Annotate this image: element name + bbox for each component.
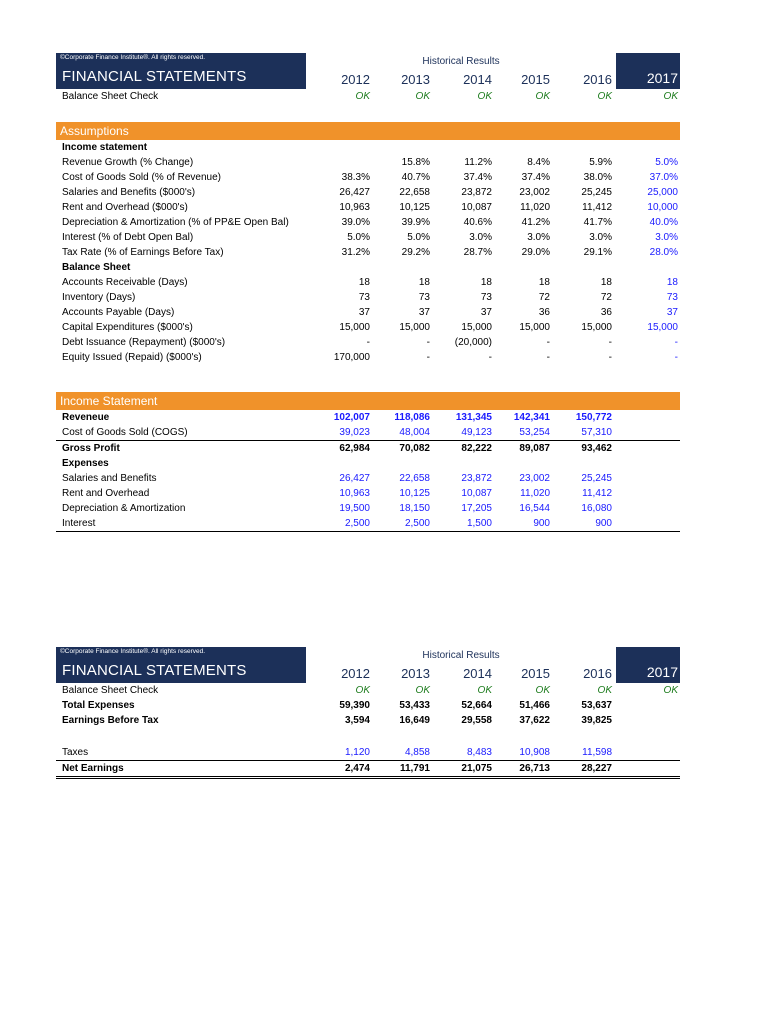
cell-value: 25,000 [647,187,678,198]
cell-value: - [366,337,370,348]
table-row: Salaries and Benefits 26,427 22,658 23,872 23,002 25,245 [62,473,612,484]
cell-value: - [608,337,612,348]
projection-year-header: 2017 [646,70,678,86]
total-expenses-value: 59,390 [339,700,370,711]
cell-value: 23,002 [519,187,550,198]
cell-value: 37 [480,307,492,318]
cell-value: 73 [666,292,678,303]
cogs-value: 53,254 [519,427,550,438]
cell-value: 15,000 [647,322,678,333]
cell-value: 41.2% [521,217,550,228]
cell-value: - [488,352,492,363]
cell-value: 10,087 [461,202,492,213]
table-row: Depreciation & Amortization 19,500 18,150 17,205 16,544 16,080 [62,503,612,514]
taxes-value: 8,483 [466,747,492,758]
cell-value: 15,000 [581,322,612,333]
historical-results-label: Historical Results [422,650,500,661]
cell-value: 5.0% [407,232,430,243]
taxes-value: 1,120 [344,747,370,758]
cell-value: 37 [418,307,430,318]
ebt-value: 16,649 [399,715,430,726]
cell-value: 2,500 [344,518,370,529]
cell-value: 37 [666,307,678,318]
year-header: 2015 [521,666,550,681]
table-row: Interest 2,500 2,500 1,500 900 900 [62,518,612,529]
check-value: OK [477,685,492,696]
ebt-value: 3,594 [344,715,370,726]
year-header: 2013 [401,666,430,681]
cell-value: 40.6% [463,217,492,228]
cell-value: (20,000) [454,337,492,348]
cell-value: 10,963 [339,202,370,213]
ebt-value: 37,622 [519,715,550,726]
cell-value: 11.2% [464,157,492,168]
cell-value: 900 [533,518,550,529]
financial-sheet-page-2 [56,647,680,779]
year-header: 2016 [583,72,612,87]
table-row: Rent and Overhead ($000's) 10,963 10,125 10,087 11,020 11,412 10,000 [62,202,678,213]
revenue-value: 102,007 [333,412,370,423]
gross-profit-row: Gross Profit 62,984 70,082 82,222 89,087 93,462 [62,443,612,454]
cell-value: 10,125 [399,488,430,499]
net-earnings-row: Net Earnings 2,474 11,791 21,075 26,713 28,227 [56,761,680,779]
net-earnings-value: 21,075 [461,763,492,774]
cell-value: 25,245 [581,187,612,198]
gross-profit-value: 70,082 [399,443,430,454]
cell-value: 3.0% [589,232,612,243]
financial-sheet-page-1 [56,53,680,532]
year-header: 2015 [521,72,550,87]
cogs-row: Cost of Goods Sold (COGS) 39,023 48,004 49,123 53,254 57,310 [56,425,680,441]
cell-value: 37.0% [649,172,678,183]
cell-value: 16,080 [581,503,612,514]
cell-value: 23,002 [519,473,550,484]
cell-value: 41.7% [583,217,612,228]
cell-value: 25,245 [581,473,612,484]
cell-value: 29.0% [521,247,550,258]
total-expenses-row: Total Expenses 59,390 53,433 52,664 51,466 53,637 [62,700,612,711]
table-row: Rent and Overhead 10,963 10,125 10,087 11,020 11,412 [62,488,612,499]
year-header: 2013 [401,72,430,87]
cell-value: 26,427 [339,187,370,198]
income-statement-section-header: Income Statement [56,392,680,410]
cell-value: 18 [418,277,430,288]
cell-value: 28.0% [649,247,678,258]
sheet-header [56,647,680,683]
net-earnings-value: 28,227 [581,763,612,774]
subheading: Balance Sheet [62,262,131,273]
cell-value: 40.0% [649,217,678,228]
year-header: 2012 [341,72,370,87]
table-row: Revenue Growth (% Change) 15.8% 11.2% 8.4% 5.9% 5.0% [62,157,678,168]
cell-value: 40.7% [401,172,430,183]
assumptions-section-header: Assumptions [56,122,680,140]
check-value: OK [415,91,430,102]
table-row: Accounts Receivable (Days) 18 18 18 18 18 18 [62,277,678,288]
subheading: Expenses [62,458,109,469]
cell-value: - [608,352,612,363]
gross-profit-value: 89,087 [519,443,550,454]
ebt-value: 39,825 [581,715,612,726]
historical-results-label: Historical Results [422,56,500,67]
gross-profit-value: 62,984 [339,443,370,454]
cell-value: 1,500 [466,518,492,529]
cell-value: - [674,352,678,363]
sheet-title: FINANCIAL STATEMENTS [62,68,247,85]
cell-value: 18 [358,277,370,288]
cogs-value: 39,023 [339,427,370,438]
subheading: Income statement [62,142,148,153]
cell-value: 26,427 [339,473,370,484]
revenue-row: Reveneue 102,007 118,086 131,345 142,341 150,772 [62,412,612,423]
cell-value: 170,000 [333,352,370,363]
gross-profit-value: 82,222 [461,443,492,454]
ebt-value: 29,558 [461,715,492,726]
cogs-value: 48,004 [399,427,430,438]
cell-value: 73 [418,292,430,303]
cell-value: 37.4% [463,172,492,183]
cell-value: 39.0% [341,217,370,228]
cell-value: 5.0% [655,157,678,168]
cell-value: 18 [538,277,550,288]
cell-value: 3.0% [527,232,550,243]
cell-value: 31.2% [341,247,370,258]
table-row: Inventory (Days) 73 73 73 72 72 73 [62,292,678,303]
cogs-value: 49,123 [461,427,492,438]
cell-value: 11,412 [582,202,612,213]
total-expenses-value: 52,664 [461,700,492,711]
cell-value: 72 [600,292,612,303]
table-row: Debt Issuance (Repayment) ($000's) - - (20,000) - - - [62,337,678,348]
cell-value: 29.1% [583,247,612,258]
cell-value: 23,872 [461,473,492,484]
check-value: OK [597,685,612,696]
cell-value: 22,658 [399,187,430,198]
total-expenses-value: 53,433 [399,700,430,711]
cell-value: 11,020 [520,202,550,213]
cell-value: 36 [538,307,550,318]
cell-value: 15,000 [519,322,550,333]
table-row: Depreciation & Amortization (% of PP&E Open Bal) 39.0% 39.9% 40.6% 41.2% 41.7% 40.0% [62,217,678,228]
cell-value: - [426,337,430,348]
cell-value: 15.8% [401,157,430,168]
cell-value: 5.0% [347,232,370,243]
check-value: OK [663,91,678,102]
copyright-text: ©Corporate Finance Institute®. All rights reserved. [60,54,206,61]
table-row: Interest (% of Debt Open Bal) 5.0% 5.0% 3.0% 3.0% 3.0% 3.0% [62,232,678,243]
check-value: OK [415,685,430,696]
cell-value: 8.4% [527,157,550,168]
check-value: OK [355,685,370,696]
table-row: Cost of Goods Sold (% of Revenue) 38.3% 40.7% 37.4% 37.4% 38.0% 37.0% [62,172,678,183]
cell-value: 15,000 [399,322,430,333]
net-earnings-value: 26,713 [519,763,550,774]
cell-value: 10,087 [461,488,492,499]
check-value: OK [597,91,612,102]
cell-value: 3.0% [655,232,678,243]
cell-value: 10,125 [399,202,430,213]
revenue-value: 142,341 [513,412,550,423]
cell-value: 19,500 [339,503,370,514]
cell-value: 73 [358,292,370,303]
net-earnings-value: 11,791 [399,763,430,774]
cell-value: 36 [600,307,612,318]
balance-check-row: Balance Sheet Check OK OK OK OK OK OK [62,685,678,696]
gross-profit-value: 93,462 [581,443,612,454]
check-value: OK [535,91,550,102]
cell-value: 15,000 [461,322,492,333]
net-earnings-value: 2,474 [344,763,370,774]
year-header: 2016 [583,666,612,681]
cell-value: 18 [666,277,678,288]
cell-value: 38.3% [341,172,370,183]
sheet-title: FINANCIAL STATEMENTS [62,662,247,679]
cell-value: 38.0% [583,172,612,183]
cell-value: 22,658 [399,473,430,484]
table-row: Capital Expenditures ($000's) 15,000 15,000 15,000 15,000 15,000 15,000 [62,322,678,333]
sheet-header [56,53,680,89]
cell-value: 28.7% [463,247,492,258]
cell-value: 11,412 [582,488,612,499]
taxes-value: 11,598 [582,747,612,758]
taxes-row: Taxes 1,120 4,858 8,483 10,908 11,598 [56,745,680,761]
cell-value: 900 [595,518,612,529]
cell-value: 15,000 [339,322,370,333]
balance-check-row: Balance Sheet Check OK OK OK OK OK OK [62,91,678,102]
cell-value: 23,872 [461,187,492,198]
cell-value: 37 [358,307,370,318]
cell-value: 2,500 [404,518,430,529]
year-header: 2012 [341,666,370,681]
check-value: OK [355,91,370,102]
cell-value: 18,150 [399,503,430,514]
cell-value: 11,020 [520,488,550,499]
total-expenses-value: 51,466 [519,700,550,711]
revenue-value: 150,772 [575,412,612,423]
cell-value: - [426,352,430,363]
cell-value: 5.9% [589,157,612,168]
revenue-value: 131,345 [455,412,492,423]
expense-table [56,471,680,532]
taxes-value: 10,908 [519,747,550,758]
balance-assumptions-table [56,275,680,365]
cell-value: 10,963 [339,488,370,499]
cell-value: 37.4% [521,172,550,183]
check-value: OK [477,91,492,102]
cell-value: 39.9% [401,217,430,228]
taxes-value: 4,858 [404,747,430,758]
cogs-value: 57,310 [581,427,612,438]
cell-value: 73 [480,292,492,303]
cell-value: 10,000 [647,202,678,213]
copyright-text: ©Corporate Finance Institute®. All rights reserved. [60,648,206,655]
cell-value: 18 [600,277,612,288]
total-expenses-value: 53,637 [581,700,612,711]
cell-value: 17,205 [461,503,492,514]
table-row: Salaries and Benefits ($000's) 26,427 22,658 23,872 23,002 25,245 25,000 [62,187,678,198]
cell-value: - [546,337,550,348]
cell-value: 18 [480,277,492,288]
income-assumptions-table [56,155,680,260]
check-value: OK [663,685,678,696]
projection-year-header: 2017 [646,664,678,680]
table-row: Tax Rate (% of Earnings Before Tax) 31.2% 29.2% 28.7% 29.0% 29.1% 28.0% [62,247,678,258]
cell-value: 16,544 [519,503,550,514]
check-value: OK [535,685,550,696]
cell-value: - [546,352,550,363]
cell-value: - [674,337,678,348]
year-header: 2014 [463,72,492,87]
cell-value: 3.0% [469,232,492,243]
year-header: 2014 [463,666,492,681]
table-row: Equity Issued (Repaid) ($000's) 170,000 - - - - - [62,352,678,363]
cell-value: 72 [538,292,550,303]
revenue-value: 118,086 [394,412,430,423]
earnings-before-tax-row: Earnings Before Tax 3,594 16,649 29,558 37,622 39,825 [62,715,612,726]
cell-value: 29.2% [401,247,430,258]
table-row: Accounts Payable (Days) 37 37 37 36 36 37 [62,307,678,318]
